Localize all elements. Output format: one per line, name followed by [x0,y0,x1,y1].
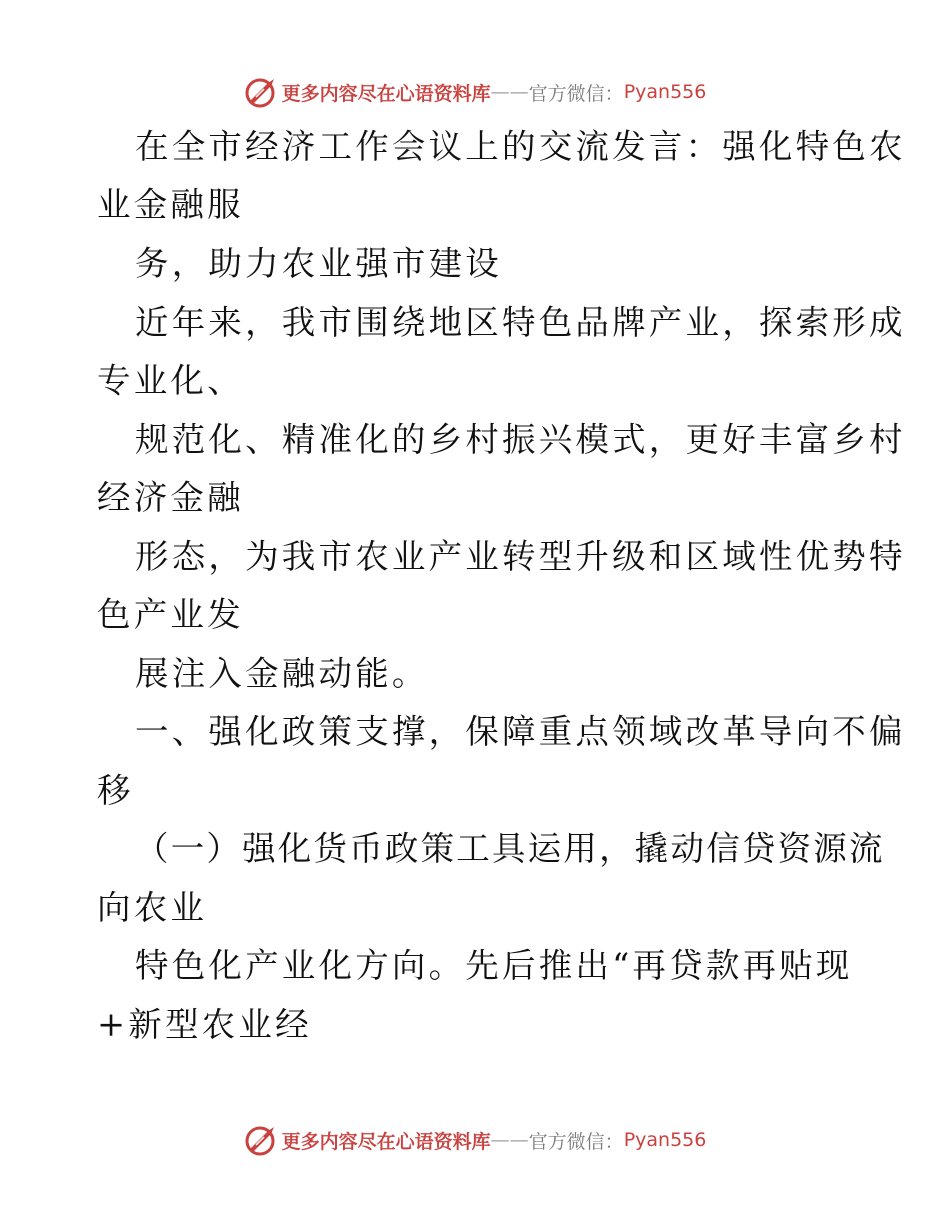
watermark-wechat-label: 官方微信： [528,82,624,105]
doc-paragraph-line: 经济金融 [97,478,244,517]
doc-paragraph-line: 特色化产业化方向。先后推出“再贷款再贴现 [135,946,853,985]
watermark-dash: —— [490,81,529,103]
doc-section-heading-cont: 移 [97,771,134,810]
watermark-wechat-id: Pyan556 [623,81,707,103]
doc-paragraph-line: 形态，为我市农业产业转型升级和区域性优势特 [135,537,906,576]
doc-paragraph-line: 色产业发 [97,595,244,634]
watermark-wechat-label: 官方微信： [528,1130,624,1153]
doc-subsection-heading: （一）强化货币政策工具运用，撬动信贷资源流 [135,829,885,868]
doc-paragraph-line: 展注入金融动能。 [135,654,429,693]
quill-pen-logo-icon [244,1123,278,1157]
doc-paragraph-line: 规范化、精准化的乡村振兴模式，更好丰富乡村 [135,420,906,459]
doc-title-line-1: 在全市经济工作会议上的交流发言：强化特色农 [135,127,906,166]
doc-subsection-heading-cont: 向农业 [97,888,208,927]
watermark-wechat-id: Pyan556 [623,1129,707,1151]
footer-watermark [0,1120,950,1160]
quill-pen-logo-icon [244,75,278,109]
doc-paragraph-line: 专业化、 [97,361,244,400]
watermark-site-text: 更多内容尽在心语资料库 [281,82,491,105]
doc-paragraph-line: 近年来，我市围绕地区特色品牌产业，探索形成 [135,303,906,342]
doc-section-heading: 一、强化政策支撑，保障重点领域改革导向不偏 [135,712,906,751]
header-watermark [0,72,950,112]
doc-title-line-2: 业金融服 [97,185,244,224]
doc-title-line-3: 务，助力农业强市建设 [135,244,502,283]
watermark-dash: —— [490,1129,529,1151]
watermark-site-text: 更多内容尽在心语资料库 [281,1130,491,1153]
doc-paragraph-line: +新型农业经 [97,1005,312,1044]
